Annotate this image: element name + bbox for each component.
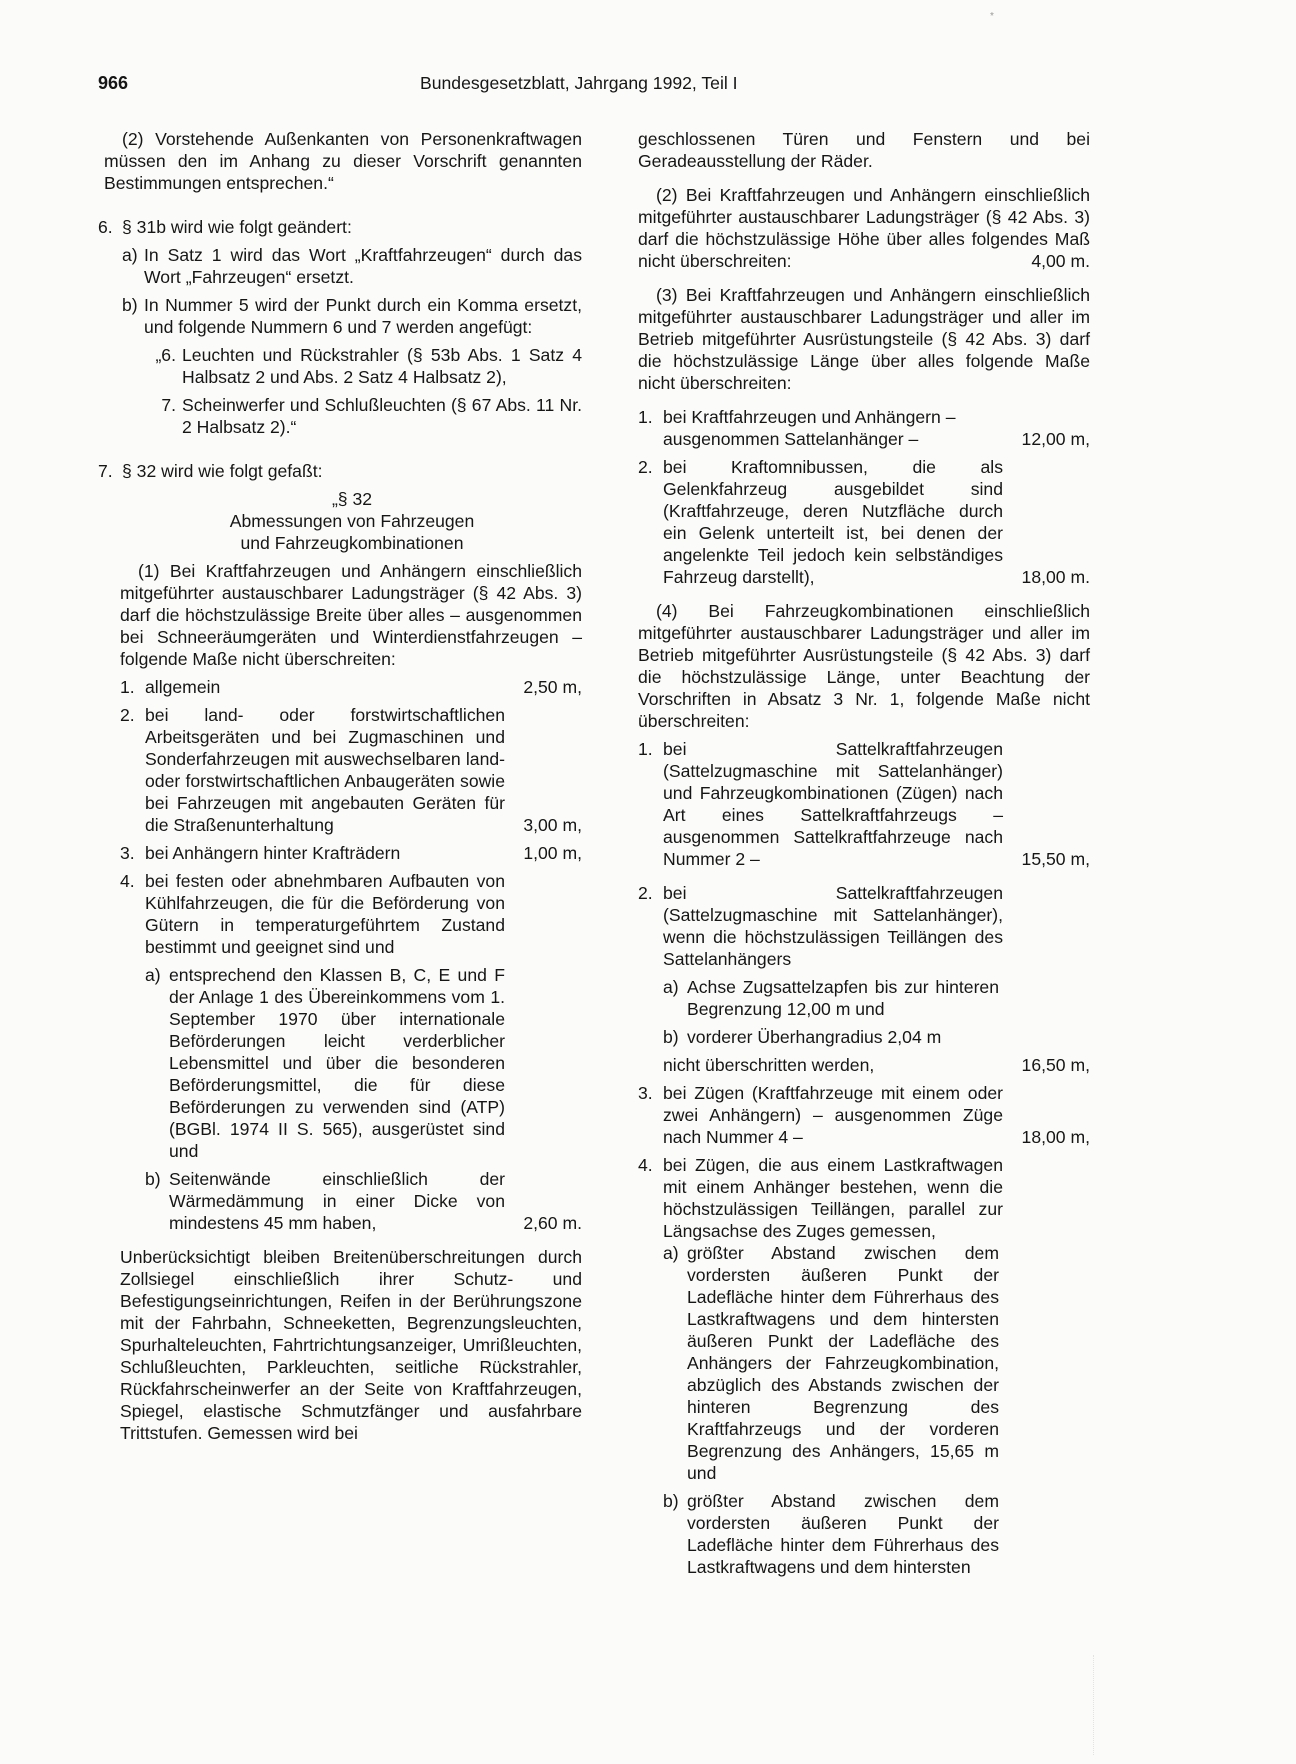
list-value: 18,00 m, — [1021, 1127, 1090, 1147]
sub-letter: b) — [145, 1169, 161, 1189]
sub-letter: a) — [145, 965, 161, 985]
item-number: 6. — [98, 217, 113, 237]
list-number: 2. — [120, 705, 135, 725]
list-number: 2. — [638, 883, 653, 903]
list-number: 1. — [638, 739, 653, 759]
list-number: 1. — [120, 677, 135, 697]
paragraph-2-height — [638, 184, 1090, 272]
sub-letter: b) — [663, 1491, 679, 1511]
list-number: 4. — [120, 871, 135, 891]
list-item — [638, 456, 1090, 588]
sub-letter: a) — [663, 977, 679, 997]
height-value: 4,00 m. — [1031, 251, 1090, 271]
scan-speck: * — [990, 11, 994, 22]
item-text: § 31b wird wie folgt geändert: — [122, 217, 352, 237]
list-text: bei festen oder abnehmbaren Aufbauten von Kühlfahrzeugen, die für die Beförderung von Gütern in temperaturgeführtem Zustand bestimmt und geeignet sind und — [145, 871, 505, 957]
list-number: 3. — [638, 1083, 653, 1103]
left-column — [98, 128, 582, 1444]
list-item — [120, 704, 582, 836]
inserted-text: Scheinwerfer und Schlußleuchten (§ 67 Abs. 11 Nr. 2 Halbsatz 2).“ — [182, 395, 582, 437]
sub-text: entsprechend den Klassen B, C, E und F der Anlage 1 des Übereinkommens vom 1. September 1970 über internationale Beförderungen leicht verderblicher Lebensmittel und über die besonderen Beförderungsmittel, die für diese Beförderungen zu verwenden sind (ATP) (BGBl. 1974 II S. 565), ausgerüstet sind und — [169, 965, 505, 1161]
paragraph-1-width: (1) Bei Kraftfahrzeugen und Anhängern einschließlich mitgeführter austauschbarer Ladungsträger (§ 42 Abs. 3) darf die höchstzulässige Breite über alles – ausgenommen bei Schneeräumgeräten und Winterdienstfahrzeugen – folgende Maße nicht überschreiten: — [120, 561, 582, 669]
sub-text: In Satz 1 wird das Wort „Kraftfahrzeugen“ durch das Wort „Fahrzeugen“ ersetzt. — [144, 245, 582, 287]
list-item — [638, 406, 1090, 450]
list-number: 3. — [120, 843, 135, 863]
continued-text: geschlossenen Türen und Fenstern und bei Geradeausstellung der Räder. — [638, 129, 1090, 171]
sub-text: Seitenwände einschließlich der Wärmedämmung in einer Dicke von mindestens 45 mm haben, — [169, 1169, 505, 1233]
sub-item-4a — [638, 1242, 1090, 1484]
sub-letter: a) — [122, 245, 138, 265]
list-text: bei Anhängern hinter Krafträdern — [145, 843, 401, 863]
amendment-item-7 — [98, 460, 582, 482]
amendment-item-6 — [98, 216, 582, 238]
list-number: 4. — [638, 1155, 653, 1175]
list-item — [120, 676, 582, 698]
list-item — [638, 882, 1090, 970]
sub-text: größter Abstand zwischen dem vordersten äußeren Punkt der Ladefläche hinter dem Führerhaus des Lastkraftwagens und dem hintersten — [687, 1491, 999, 1577]
list-text: bei Sattelkraftfahrzeugen (Sattelzugmaschine mit Sattelanhänger), wenn die höchstzulässigen Teillängen des Sattelanhängers — [663, 883, 1003, 969]
sub-letter: b) — [663, 1027, 679, 1047]
page-number: 966 — [98, 73, 129, 93]
section-heading-line-1: Abmessungen von Fahrzeugen — [229, 511, 475, 531]
sub-text: Achse Zugsattelzapfen bis zur hinteren Begrenzung 12,00 m und — [687, 977, 999, 1019]
section-number: „§ 32 — [331, 489, 373, 509]
sub-item-4b — [120, 1168, 582, 1234]
sub-letter: a) — [663, 1243, 679, 1263]
list-number: 1. — [638, 407, 653, 427]
list-text: bei Zügen, die aus einem Lastkraftwagen mit einem Anhänger bestehen, wenn die höchstzulässigen Teillängen, parallel zur Längsachse des Zuges gemessen, — [663, 1155, 1003, 1241]
list-text: allgemein — [145, 677, 221, 697]
list-number: 2. — [638, 457, 653, 477]
item-text: § 32 wird wie folgt gefaßt: — [122, 461, 323, 481]
list-text: bei land- oder forstwirtschaftlichen Arbeitsgeräten und bei Zugmaschinen und Sonderfahrzeugen mit auswechselbaren land- oder forstwirtschaftlichen Anbaugeräten sowie bei Fahrzeugen mit angebauten Geräten für die Straßenunterhaltung — [145, 705, 505, 835]
paragraph-3-length: (3) Bei Kraftfahrzeugen und Anhängern einschließlich mitgeführter austauschbarer Ladungsträger und aller im Betrieb mitgeführter Ausrüstungsteile (§ 42 Abs. 3) darf die höchstzulässige Länge über alles folgende Maße nicht überschreiten: — [638, 285, 1090, 393]
amendment-6a — [98, 244, 582, 288]
sub-item-2b — [638, 1026, 1090, 1048]
inserted-number-6 — [98, 344, 582, 388]
paragraph-2-outer-edges: (2) Vorstehende Außenkanten von Personenkraftwagen müssen den im Anhang zu dieser Vorschrift genannten Bestimmungen entsprechen.“ — [104, 129, 582, 193]
list-value: 15,50 m, — [1021, 849, 1090, 869]
list-text: bei Sattelkraftfahrzeugen (Sattelzugmaschine mit Sattelanhänger) und Fahrzeugkombinationen (Zügen) nach Art eines Sattelkraftfahrzeugs – ausgenommen Sattelkraftfahrzeuge nach Nummer 2 – — [663, 739, 1003, 869]
sub-text: nicht überschritten werden, — [663, 1055, 875, 1075]
sub-item-4b — [638, 1490, 1090, 1578]
journal-title: Bundesgesetzblatt, Jahrgang 1992, Teil I — [420, 73, 738, 93]
width-limits-list — [98, 676, 582, 1234]
amendment-6b — [98, 294, 582, 338]
list-text: bei Kraftomnibussen, die als Gelenkfahrzeug ausgebildet sind (Kraftfahrzeuge, deren Nutzfläche durch ein Gelenk unterteilt ist, bei denen der angelenkte Teil jedoch kein selbständiges Fahrzeug darstellt), — [663, 457, 1003, 587]
paragraph-4-combinations: (4) Bei Fahrzeugkombinationen einschließlich mitgeführter austauschbarer Ladungsträger und aller im Betrieb mitgeführter Ausrüstungsteile (§ 42 Abs. 3) darf die höchstzulässige Länge, unter Beachtung der Vorschriften in Absatz 3 Nr. 1, folgende Maße nicht überschreiten: — [638, 601, 1090, 731]
list-value: 12,00 m, — [1021, 429, 1090, 449]
closing-paragraph: Unberücksichtigt bleiben Breitenüberschreitungen durch Zollsiegel einschließlich ihrer Schutz- und Befestigungseinrichtungen, Reifen in der Berührungszone mit der Fahrbahn, Schneeketten, Begrenzungsleuchten, Spurhalteleuchten, Fahrtrichtungsanzeiger, Umrißleuchten, Schlußleuchten, Parkleuchten, seitliche Rückstrahler, Rückfahrscheinwerfer an der Seite von Kraftfahrzeugen, Spiegel, elastische Schmutzfänger und ausfahrbare Trittstufen. Gemessen wird bei — [120, 1247, 582, 1443]
list-value: 3,00 m, — [523, 815, 582, 835]
item-number: 7. — [98, 461, 113, 481]
list-value: 18,00 m. — [1021, 567, 1090, 587]
list-text: bei Zügen (Kraftfahrzeuge mit einem oder zwei Anhängern) – ausgenommen Züge nach Nummer 4 – — [663, 1083, 1003, 1147]
list-value: 2,50 m, — [523, 677, 582, 697]
sub-text: vorderer Überhangradius 2,04 m — [687, 1027, 942, 1047]
sub-item-2a — [638, 976, 1090, 1020]
list-item — [120, 870, 582, 958]
list-item — [638, 1082, 1090, 1148]
sub-item-4a — [120, 964, 582, 1162]
sub-text: größter Abstand zwischen dem vordersten äußeren Punkt der Ladefläche hinter dem Führerhaus des Lastkraftwagens und dem hintersten äußeren Punkt der Ladefläche des Anhängers der Fahrzeugkombination, abzüglich des Abstands zwischen der hinteren Begrenzung des Kraftfahrzeugs und der vorderen Begrenzung des Anhängers, 15,65 m und — [687, 1243, 999, 1483]
scan-artifact — [1093, 1655, 1124, 1755]
paragraph-text: (2) Bei Kraftfahrzeugen und Anhängern einschließlich mitgeführter austauschbarer Ladungsträger (§ 42 Abs. 3) darf die höchstzulässige Höhe über alles folgendes Maß nicht überschreiten: — [638, 185, 1090, 271]
inserted-number: „6. — [155, 345, 176, 365]
list-item — [638, 1154, 1090, 1242]
inserted-text: Leuchten und Rückstrahler (§ 53b Abs. 1 Satz 4 Halbsatz 2 und Abs. 2 Satz 4 Halbsatz 2), — [182, 345, 582, 387]
inserted-number: 7. — [161, 395, 176, 415]
list-value: 16,50 m, — [1021, 1055, 1090, 1075]
list-text: bei Kraftfahrzeugen und Anhängern – ausgenommen Sattelanhänger – — [663, 407, 956, 449]
list-item — [120, 842, 582, 864]
inserted-number-7 — [98, 394, 582, 438]
list-item — [638, 738, 1090, 870]
list-value: 2,60 m. — [523, 1213, 582, 1233]
list-value: 1,00 m, — [523, 843, 582, 863]
sub-item-2-end — [638, 1054, 1090, 1076]
sub-text: In Nummer 5 wird der Punkt durch ein Komma ersetzt, und folgende Nummern 6 und 7 werden angefügt: — [144, 295, 582, 337]
right-column — [638, 128, 1090, 1578]
section-heading-line-2: und Fahrzeugkombinationen — [240, 533, 464, 553]
sub-letter: b) — [122, 295, 138, 315]
